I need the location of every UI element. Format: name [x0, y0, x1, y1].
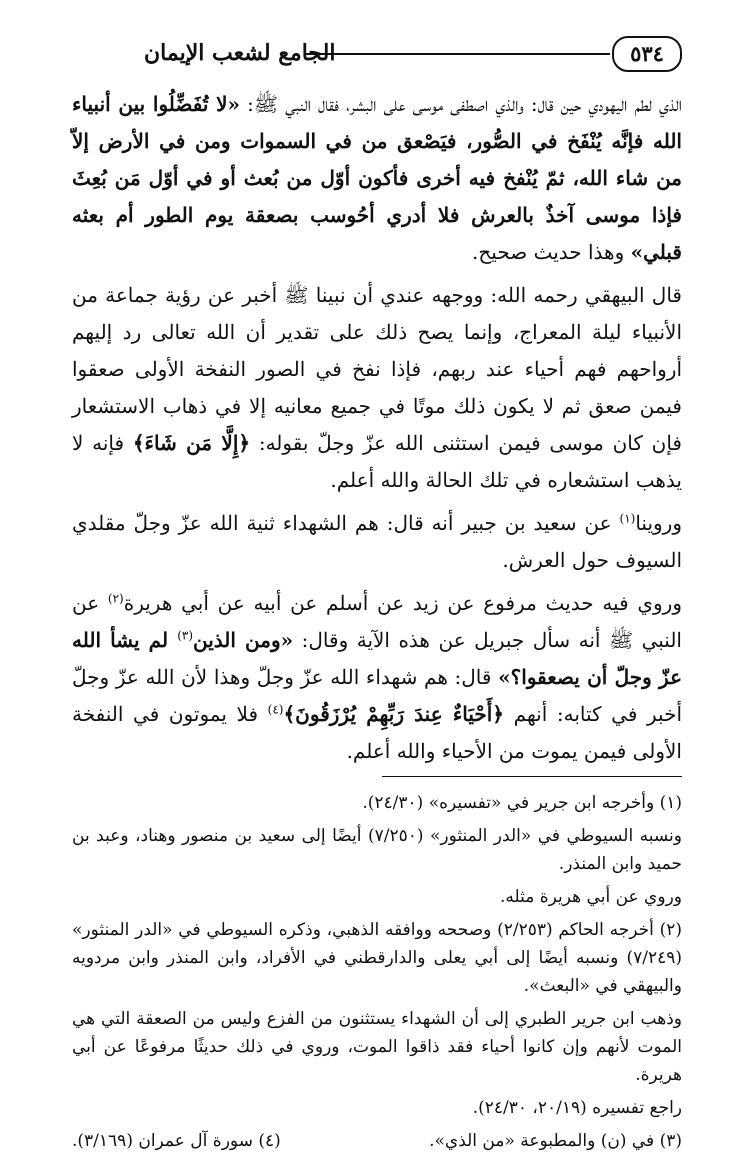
hadith-quote: لم يشأ الله عزّ وجلّ أن يصعقوا؟» — [72, 628, 683, 689]
hadith-quote: «ومن الذين — [193, 628, 294, 652]
text-span: فإنه لا يذهب استشعاره في تلك الحالة والله أعلم. — [72, 431, 682, 492]
footnote-separator — [382, 776, 682, 777]
text-span: الذي لطم اليهودي حين قال: والذي اصطفى موسى على البشر، فقال النبي ﷺ: — [240, 92, 682, 116]
footnote-2: (٢) أخرجه الحاكم (٢/٢٥٣) وصححه ووافقه الذهبي، وذكره السيوطي في «الدر المنثور» (٧/٢٤٩) ونسبه أيضًا إلى أبي يعلى والدارقطني في الأفراد، وابن المنذر وابن مردويه والبيهقي في «البعث». — [72, 920, 682, 996]
header-rule — [304, 53, 610, 55]
footnote-1-continued: ونسبه السيوطي في «الدر المنثور» (٧/٢٥٠) أيضًا إلى سعيد بن منصور وهناد، وعبد بن حميد وابن المنذر. — [72, 826, 682, 874]
text-span: قال: هم شهداء الله عزّ وجلّ وهذا لأن الله عزّ وجلّ أخبر في كتابه: أنهم — [72, 665, 682, 726]
footnote-ref[interactable]: (١) — [619, 511, 636, 526]
footnote-1: (١) وأخرجه ابن جرير في «تفسيره» (٢٤/٣٠). — [362, 793, 682, 813]
footnote-2-continued: راجع تفسيره (٢٠/١٩، ٢٤/٣٠). — [472, 1098, 682, 1118]
paragraph-4 — [72, 585, 682, 770]
footnote-3: (٣) في (ن) والمطبوعة «من الذي». — [429, 1131, 682, 1151]
hadith-quote: «لا تُفَضِّلُوا بين أنبياء الله فإنَّه يُنْفَخ في الصُّور، فيَصْعق من في السموات ومن في الأرض إلاّ من شاء الله، ثمّ يُنْفخ فيه أخرى فأكون أوّل من بُعث أو في أوّل مَن بُعِثَ فإذا موسى آخذٌ بالعرش فلا أدري أحُوسب بصعقة يوم الطور أم بعثه قبلي» — [72, 92, 682, 264]
quran-verse: ﴿إِلَّا مَن شَاءَ﴾ — [132, 431, 251, 455]
paragraph-1 — [72, 86, 682, 271]
paragraph-3 — [72, 505, 682, 579]
footnote-4: (٤) سورة آل عمران (٣/١٦٩). — [72, 1131, 281, 1151]
text-span: قال البيهقي رحمه الله: ووجهه عندي أن نبينا ﷺ أخبر عن رؤية جماعة من الأنبياء ليلة المعراج، وإنما يصح ذلك على تقدير أن الله تعالى رد إليهم أرواحهم فهم أحياء عند ربهم، فإذا نفخ في الصور النفخة الأولى صعقوا فيمن صعق ثم لا يكون ذلك موتًا في جميع معانيه إلا في ذهاب الاستشعار فإن كان موسى فيمن استثنى الله عزّ وجلّ بقوله: — [72, 283, 682, 455]
footnote-1-continued: وروي عن أبي هريرة مثله. — [499, 887, 682, 907]
text-span: وروي فيه حديث مرفوع عن زيد عن أسلم عن أبيه عن أبي هريرة — [123, 591, 682, 615]
footnote-ref[interactable]: (٤) — [267, 702, 284, 717]
footnote-ref[interactable]: (٣) — [177, 628, 194, 643]
text-span: عن النبي ﷺ أنه سأل جبريل عن هذه الآية وقال: — [72, 591, 682, 652]
text-span: وهذا حديث صحيح. — [472, 240, 631, 264]
footnote-ref[interactable]: (٢) — [107, 591, 124, 606]
footnotes-3-4 — [72, 1127, 682, 1155]
page-number-badge: ٥٣٤ — [612, 36, 682, 72]
paragraph-2 — [72, 277, 682, 499]
text-span: عن سعيد بن جبير أنه قال: هم الشهداء ثنية الله عزّ وجلّ مقلدي السيوف حول العرش. — [72, 511, 682, 572]
quran-verse: ﴿أَحْيَاءٌ عِندَ رَبِّهِمْ يُرْزَقُونَ﴾ — [283, 702, 505, 726]
running-title: الجامع لشعب الإيمان — [144, 40, 336, 66]
main-text — [72, 86, 682, 770]
text-span: فلا يموتون في النفخة الأولى فيمن يموت من الأحياء والله أعلم. — [72, 702, 682, 763]
footnote-2-continued: وذهب ابن جرير الطبري إلى أن الشهداء يستثنون من الفزع وليس من الصعقة التي هي الموت لأنهم وإن كانوا أحياء فقد ذاقوا الموت، وروي في ذلك حديثًا مرفوعًا عن أبي هريرة. — [72, 1009, 682, 1085]
footnotes — [72, 789, 682, 1155]
text-span: وروينا — [635, 511, 682, 535]
page-header — [72, 30, 682, 86]
